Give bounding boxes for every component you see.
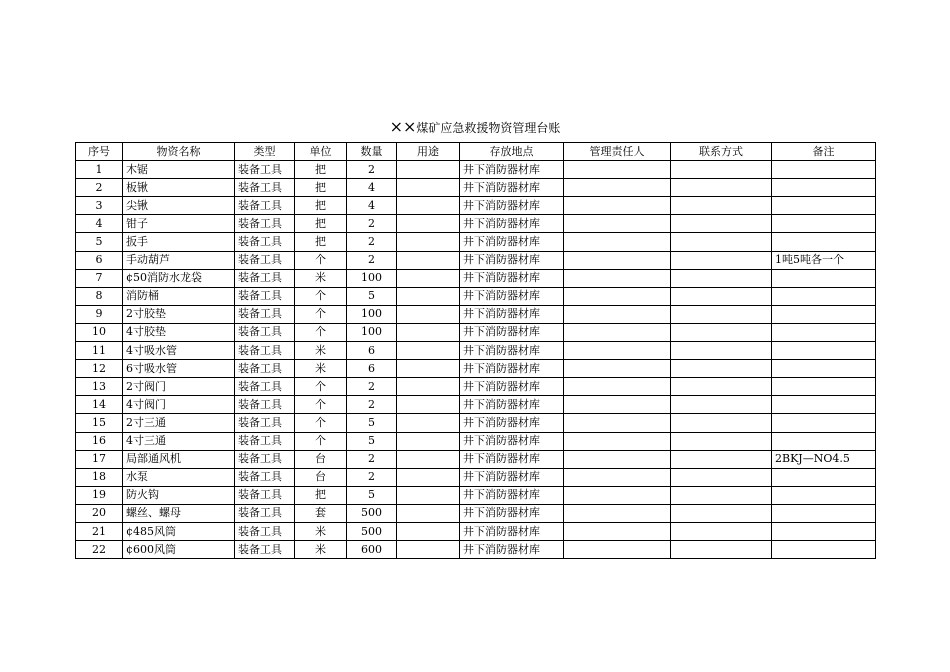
- cell-type: 装备工具: [235, 323, 295, 341]
- cell-location: 井下消防器材库: [460, 396, 564, 414]
- cell-location: 井下消防器材库: [460, 233, 564, 251]
- cell-item-name: 板锹: [123, 179, 235, 197]
- title-placeholder-mark: ××: [389, 117, 417, 136]
- cell-remarks: [772, 468, 876, 486]
- cell-contact: [671, 360, 772, 378]
- cell-contact: [671, 215, 772, 233]
- cell-item-name: 消防桶: [123, 287, 235, 305]
- cell-quantity: 5: [347, 486, 397, 504]
- cell-item-name: 水泵: [123, 468, 235, 486]
- cell-remarks: [772, 378, 876, 396]
- cell-contact: [671, 450, 772, 468]
- cell-item-name: 钳子: [123, 215, 235, 233]
- cell-remarks: [772, 233, 876, 251]
- header-quantity: 数量: [347, 143, 397, 161]
- cell-remarks: [772, 360, 876, 378]
- cell-contact: [671, 251, 772, 269]
- cell-unit: 台: [295, 450, 347, 468]
- cell-no: 18: [76, 468, 123, 486]
- cell-manager: [564, 305, 671, 323]
- cell-purpose: [397, 269, 460, 287]
- cell-purpose: [397, 360, 460, 378]
- cell-unit: 米: [295, 522, 347, 540]
- cell-manager: [564, 233, 671, 251]
- cell-location: 井下消防器材库: [460, 360, 564, 378]
- cell-remarks: [772, 323, 876, 341]
- cell-quantity: 500: [347, 522, 397, 540]
- cell-location: 井下消防器材库: [460, 432, 564, 450]
- cell-unit: 台: [295, 468, 347, 486]
- cell-quantity: 500: [347, 504, 397, 522]
- cell-type: 装备工具: [235, 269, 295, 287]
- cell-purpose: [397, 468, 460, 486]
- cell-quantity: 2: [347, 450, 397, 468]
- cell-item-name: 2寸三通: [123, 414, 235, 432]
- cell-manager: [564, 269, 671, 287]
- cell-contact: [671, 179, 772, 197]
- cell-remarks: [772, 504, 876, 522]
- cell-contact: [671, 233, 772, 251]
- cell-quantity: 5: [347, 414, 397, 432]
- cell-item-name: 4寸胶垫: [123, 323, 235, 341]
- cell-purpose: [397, 161, 460, 179]
- table-row: [76, 161, 876, 179]
- header-location: 存放地点: [460, 143, 564, 161]
- cell-remarks: 2BKJ—NO4.5: [772, 450, 876, 468]
- cell-remarks: [772, 179, 876, 197]
- cell-location: 井下消防器材库: [460, 450, 564, 468]
- cell-unit: 个: [295, 287, 347, 305]
- cell-no: 1: [76, 161, 123, 179]
- cell-contact: [671, 396, 772, 414]
- cell-no: 21: [76, 522, 123, 540]
- table-row: [76, 233, 876, 251]
- cell-location: 井下消防器材库: [460, 378, 564, 396]
- cell-contact: [671, 323, 772, 341]
- cell-item-name: 防火钩: [123, 486, 235, 504]
- cell-type: 装备工具: [235, 504, 295, 522]
- cell-unit: 个: [295, 251, 347, 269]
- cell-contact: [671, 305, 772, 323]
- cell-manager: [564, 215, 671, 233]
- cell-manager: [564, 468, 671, 486]
- cell-no: 3: [76, 197, 123, 215]
- cell-no: 17: [76, 450, 123, 468]
- cell-no: 4: [76, 215, 123, 233]
- table-row: [76, 305, 876, 323]
- cell-purpose: [397, 450, 460, 468]
- cell-no: 14: [76, 396, 123, 414]
- cell-location: 井下消防器材库: [460, 161, 564, 179]
- cell-manager: [564, 450, 671, 468]
- cell-no: 9: [76, 305, 123, 323]
- cell-location: 井下消防器材库: [460, 486, 564, 504]
- cell-type: 装备工具: [235, 541, 295, 559]
- cell-manager: [564, 197, 671, 215]
- table-row: [76, 215, 876, 233]
- title-text: 煤矿应急救援物资管理台账: [416, 121, 561, 135]
- cell-location: 井下消防器材库: [460, 179, 564, 197]
- table-row: [76, 486, 876, 504]
- cell-unit: 个: [295, 414, 347, 432]
- cell-unit: 把: [295, 161, 347, 179]
- cell-manager: [564, 287, 671, 305]
- cell-manager: [564, 541, 671, 559]
- table-row: [76, 468, 876, 486]
- cell-purpose: [397, 486, 460, 504]
- cell-location: 井下消防器材库: [460, 504, 564, 522]
- cell-manager: [564, 161, 671, 179]
- cell-purpose: [397, 305, 460, 323]
- cell-unit: 米: [295, 360, 347, 378]
- cell-type: 装备工具: [235, 468, 295, 486]
- cell-type: 装备工具: [235, 179, 295, 197]
- cell-quantity: 4: [347, 197, 397, 215]
- cell-quantity: 2: [347, 378, 397, 396]
- cell-location: 井下消防器材库: [460, 269, 564, 287]
- cell-location: 井下消防器材库: [460, 287, 564, 305]
- cell-location: 井下消防器材库: [460, 342, 564, 360]
- table-row: [76, 504, 876, 522]
- cell-location: 井下消防器材库: [460, 414, 564, 432]
- cell-contact: [671, 378, 772, 396]
- cell-no: 15: [76, 414, 123, 432]
- cell-quantity: 2: [347, 233, 397, 251]
- cell-manager: [564, 251, 671, 269]
- cell-contact: [671, 486, 772, 504]
- header-item-name: 物资名称: [123, 143, 235, 161]
- cell-item-name: 4寸吸水管: [123, 342, 235, 360]
- cell-quantity: 6: [347, 342, 397, 360]
- cell-type: 装备工具: [235, 486, 295, 504]
- cell-quantity: 2: [347, 396, 397, 414]
- cell-type: 装备工具: [235, 396, 295, 414]
- cell-remarks: [772, 414, 876, 432]
- cell-purpose: [397, 522, 460, 540]
- ledger-body: [76, 161, 876, 559]
- table-row: [76, 450, 876, 468]
- table-row: [76, 342, 876, 360]
- cell-location: 井下消防器材库: [460, 215, 564, 233]
- cell-manager: [564, 396, 671, 414]
- cell-type: 装备工具: [235, 287, 295, 305]
- cell-remarks: [772, 305, 876, 323]
- cell-type: 装备工具: [235, 215, 295, 233]
- table-row: [76, 414, 876, 432]
- cell-unit: 米: [295, 269, 347, 287]
- cell-unit: 米: [295, 342, 347, 360]
- cell-quantity: 2: [347, 468, 397, 486]
- cell-contact: [671, 432, 772, 450]
- cell-no: 20: [76, 504, 123, 522]
- cell-type: 装备工具: [235, 342, 295, 360]
- cell-type: 装备工具: [235, 378, 295, 396]
- cell-location: 井下消防器材库: [460, 197, 564, 215]
- cell-location: 井下消防器材库: [460, 251, 564, 269]
- cell-no: 10: [76, 323, 123, 341]
- cell-no: 5: [76, 233, 123, 251]
- cell-quantity: 6: [347, 360, 397, 378]
- cell-manager: [564, 432, 671, 450]
- cell-contact: [671, 504, 772, 522]
- cell-remarks: 1吨5吨各一个: [772, 251, 876, 269]
- cell-manager: [564, 504, 671, 522]
- cell-type: 装备工具: [235, 233, 295, 251]
- cell-item-name: 手动葫芦: [123, 251, 235, 269]
- cell-contact: [671, 269, 772, 287]
- cell-purpose: [397, 215, 460, 233]
- cell-quantity: 2: [347, 161, 397, 179]
- header-contact: 联系方式: [671, 143, 772, 161]
- cell-unit: 把: [295, 197, 347, 215]
- cell-unit: 个: [295, 323, 347, 341]
- cell-unit: 个: [295, 432, 347, 450]
- cell-no: 16: [76, 432, 123, 450]
- cell-item-name: 木锯: [123, 161, 235, 179]
- cell-purpose: [397, 396, 460, 414]
- cell-item-name: 2寸阀门: [123, 378, 235, 396]
- cell-remarks: [772, 269, 876, 287]
- cell-quantity: 4: [347, 179, 397, 197]
- cell-quantity: 100: [347, 269, 397, 287]
- cell-type: 装备工具: [235, 432, 295, 450]
- table-row: [76, 396, 876, 414]
- cell-purpose: [397, 323, 460, 341]
- cell-manager: [564, 522, 671, 540]
- cell-quantity: 2: [347, 215, 397, 233]
- cell-item-name: ¢485风筒: [123, 522, 235, 540]
- cell-remarks: [772, 396, 876, 414]
- cell-no: 13: [76, 378, 123, 396]
- table-row: [76, 179, 876, 197]
- table-row: [76, 378, 876, 396]
- cell-item-name: 局部通风机: [123, 450, 235, 468]
- cell-manager: [564, 342, 671, 360]
- table-row: [76, 251, 876, 269]
- cell-purpose: [397, 432, 460, 450]
- table-row: [76, 197, 876, 215]
- cell-unit: 个: [295, 396, 347, 414]
- cell-purpose: [397, 342, 460, 360]
- table-row: [76, 323, 876, 341]
- cell-location: 井下消防器材库: [460, 522, 564, 540]
- cell-purpose: [397, 233, 460, 251]
- cell-item-name: 4寸三通: [123, 432, 235, 450]
- cell-manager: [564, 179, 671, 197]
- cell-purpose: [397, 541, 460, 559]
- cell-no: 7: [76, 269, 123, 287]
- cell-remarks: [772, 161, 876, 179]
- header-purpose: 用途: [397, 143, 460, 161]
- cell-type: 装备工具: [235, 197, 295, 215]
- cell-item-name: 2寸胶垫: [123, 305, 235, 323]
- cell-type: 装备工具: [235, 522, 295, 540]
- cell-remarks: [772, 522, 876, 540]
- table-row: [76, 432, 876, 450]
- emergency-supplies-ledger-table: [75, 142, 876, 559]
- cell-type: 装备工具: [235, 305, 295, 323]
- cell-purpose: [397, 504, 460, 522]
- cell-remarks: [772, 197, 876, 215]
- cell-no: 6: [76, 251, 123, 269]
- header-unit: 单位: [295, 143, 347, 161]
- cell-type: 装备工具: [235, 414, 295, 432]
- cell-purpose: [397, 287, 460, 305]
- cell-item-name: 扳手: [123, 233, 235, 251]
- cell-manager: [564, 378, 671, 396]
- cell-item-name: 6寸吸水管: [123, 360, 235, 378]
- cell-remarks: [772, 486, 876, 504]
- cell-item-name: ¢600风筒: [123, 541, 235, 559]
- cell-purpose: [397, 179, 460, 197]
- cell-type: 装备工具: [235, 450, 295, 468]
- table-row: [76, 541, 876, 559]
- cell-quantity: 100: [347, 305, 397, 323]
- table-row: [76, 287, 876, 305]
- cell-item-name: 4寸阀门: [123, 396, 235, 414]
- cell-no: 8: [76, 287, 123, 305]
- cell-type: 装备工具: [235, 161, 295, 179]
- cell-no: 2: [76, 179, 123, 197]
- cell-unit: 把: [295, 233, 347, 251]
- cell-location: 井下消防器材库: [460, 468, 564, 486]
- document-title: [0, 118, 950, 137]
- cell-contact: [671, 414, 772, 432]
- cell-quantity: 600: [347, 541, 397, 559]
- cell-no: 22: [76, 541, 123, 559]
- cell-purpose: [397, 251, 460, 269]
- cell-unit: 套: [295, 504, 347, 522]
- cell-unit: 把: [295, 486, 347, 504]
- table-row: [76, 269, 876, 287]
- cell-contact: [671, 287, 772, 305]
- header-manager: 管理责任人: [564, 143, 671, 161]
- header-type: 类型: [235, 143, 295, 161]
- header-remarks: 备注: [772, 143, 876, 161]
- cell-quantity: 100: [347, 323, 397, 341]
- cell-contact: [671, 522, 772, 540]
- table-row: [76, 360, 876, 378]
- cell-item-name: 尖锹: [123, 197, 235, 215]
- cell-unit: 把: [295, 215, 347, 233]
- cell-no: 11: [76, 342, 123, 360]
- cell-no: 19: [76, 486, 123, 504]
- cell-contact: [671, 161, 772, 179]
- cell-unit: 把: [295, 179, 347, 197]
- cell-type: 装备工具: [235, 360, 295, 378]
- header-no: 序号: [76, 143, 123, 161]
- cell-remarks: [772, 215, 876, 233]
- cell-manager: [564, 323, 671, 341]
- cell-type: 装备工具: [235, 251, 295, 269]
- cell-quantity: 5: [347, 287, 397, 305]
- cell-item-name: 螺丝、螺母: [123, 504, 235, 522]
- cell-contact: [671, 541, 772, 559]
- cell-unit: 个: [295, 378, 347, 396]
- cell-remarks: [772, 287, 876, 305]
- cell-purpose: [397, 414, 460, 432]
- header-row: [76, 143, 876, 161]
- cell-no: 12: [76, 360, 123, 378]
- cell-manager: [564, 414, 671, 432]
- cell-contact: [671, 342, 772, 360]
- cell-contact: [671, 468, 772, 486]
- cell-location: 井下消防器材库: [460, 323, 564, 341]
- cell-unit: 个: [295, 305, 347, 323]
- cell-remarks: [772, 541, 876, 559]
- table-row: [76, 522, 876, 540]
- cell-unit: 米: [295, 541, 347, 559]
- cell-quantity: 2: [347, 251, 397, 269]
- cell-item-name: ¢50消防水龙袋: [123, 269, 235, 287]
- cell-contact: [671, 197, 772, 215]
- cell-manager: [564, 360, 671, 378]
- cell-manager: [564, 486, 671, 504]
- cell-purpose: [397, 197, 460, 215]
- cell-location: 井下消防器材库: [460, 541, 564, 559]
- cell-remarks: [772, 432, 876, 450]
- cell-purpose: [397, 378, 460, 396]
- cell-quantity: 5: [347, 432, 397, 450]
- cell-remarks: [772, 342, 876, 360]
- cell-location: 井下消防器材库: [460, 305, 564, 323]
